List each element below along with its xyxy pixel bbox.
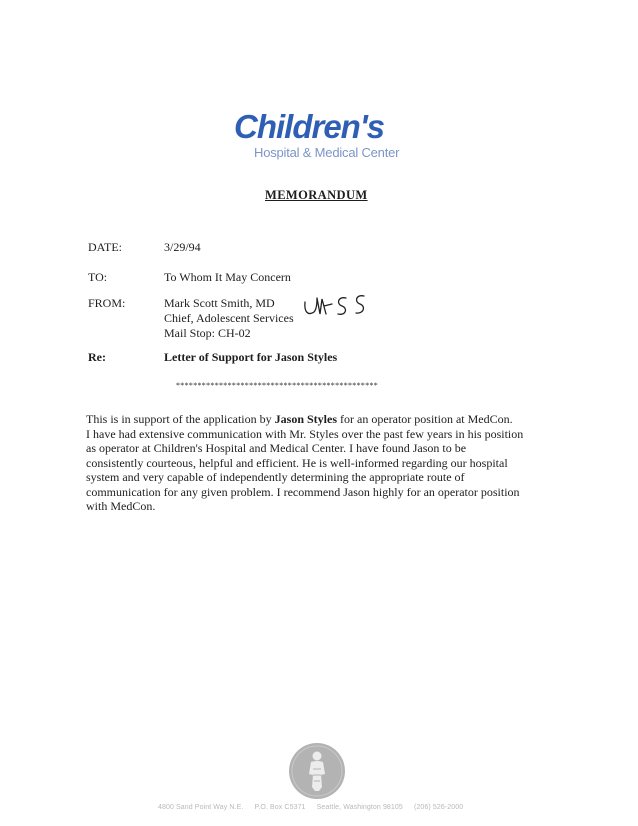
from-mailstop: Mail Stop: CH-02 bbox=[164, 326, 251, 340]
asterisk-divider: *********************************************** bbox=[176, 381, 379, 390]
to-label: TO: bbox=[88, 270, 108, 284]
hospital-logo-wordmark: Children's bbox=[234, 108, 385, 145]
footer-street: 4800 Sand Point Way N.E. bbox=[158, 804, 244, 811]
applicant-name: Jason Styles bbox=[274, 412, 337, 426]
body-line-1-start: This is in support of the application by bbox=[86, 412, 275, 426]
footer-pobox: P.O. Box C5371 bbox=[254, 804, 306, 811]
date-label: DATE: bbox=[88, 240, 122, 254]
body-line-1 bbox=[86, 412, 556, 427]
hospital-logo-subtitle: Hospital & Medical Center bbox=[254, 145, 400, 160]
from-block bbox=[164, 296, 294, 341]
footer-address-line bbox=[158, 804, 472, 811]
re-label: Re: bbox=[88, 350, 106, 364]
memo-title: MEMORANDUM bbox=[265, 188, 368, 202]
date-value: 3/29/94 bbox=[164, 240, 201, 254]
footer-city: Seattle, Washington 98105 bbox=[316, 804, 403, 811]
body-line-3: as operator at Children's Hospital and Medical Center. I have found Jason to be bbox=[86, 441, 467, 455]
footer-phone: (206) 526-2000 bbox=[413, 804, 464, 811]
body-line-4: consistently courteous, helpful and efficient. He is well-informed regarding our hospital bbox=[86, 455, 508, 470]
body-line-1-end: for an operator position at MedCon. bbox=[337, 412, 513, 426]
to-value: To Whom It May Concern bbox=[164, 270, 291, 284]
handwritten-signature-initials bbox=[302, 292, 374, 326]
re-value: Letter of Support for Jason Styles bbox=[164, 350, 338, 364]
from-title: Chief, Adolescent Services bbox=[164, 311, 294, 325]
body-line-5: system and very capable of independently determining the appropriate route of bbox=[86, 470, 465, 484]
memo-body bbox=[86, 412, 556, 514]
body-line-7: with MedCon. bbox=[86, 499, 156, 513]
from-label: FROM: bbox=[88, 296, 126, 310]
body-line-6: communication for any given problem. I recommend Jason highly for an operator position bbox=[86, 484, 520, 499]
from-name: Mark Scott Smith, MD bbox=[164, 296, 275, 310]
child-figure-seal-icon bbox=[287, 741, 347, 801]
body-line-2: I have had extensive communication with Mr. Styles over the past few years in his position bbox=[86, 426, 524, 441]
